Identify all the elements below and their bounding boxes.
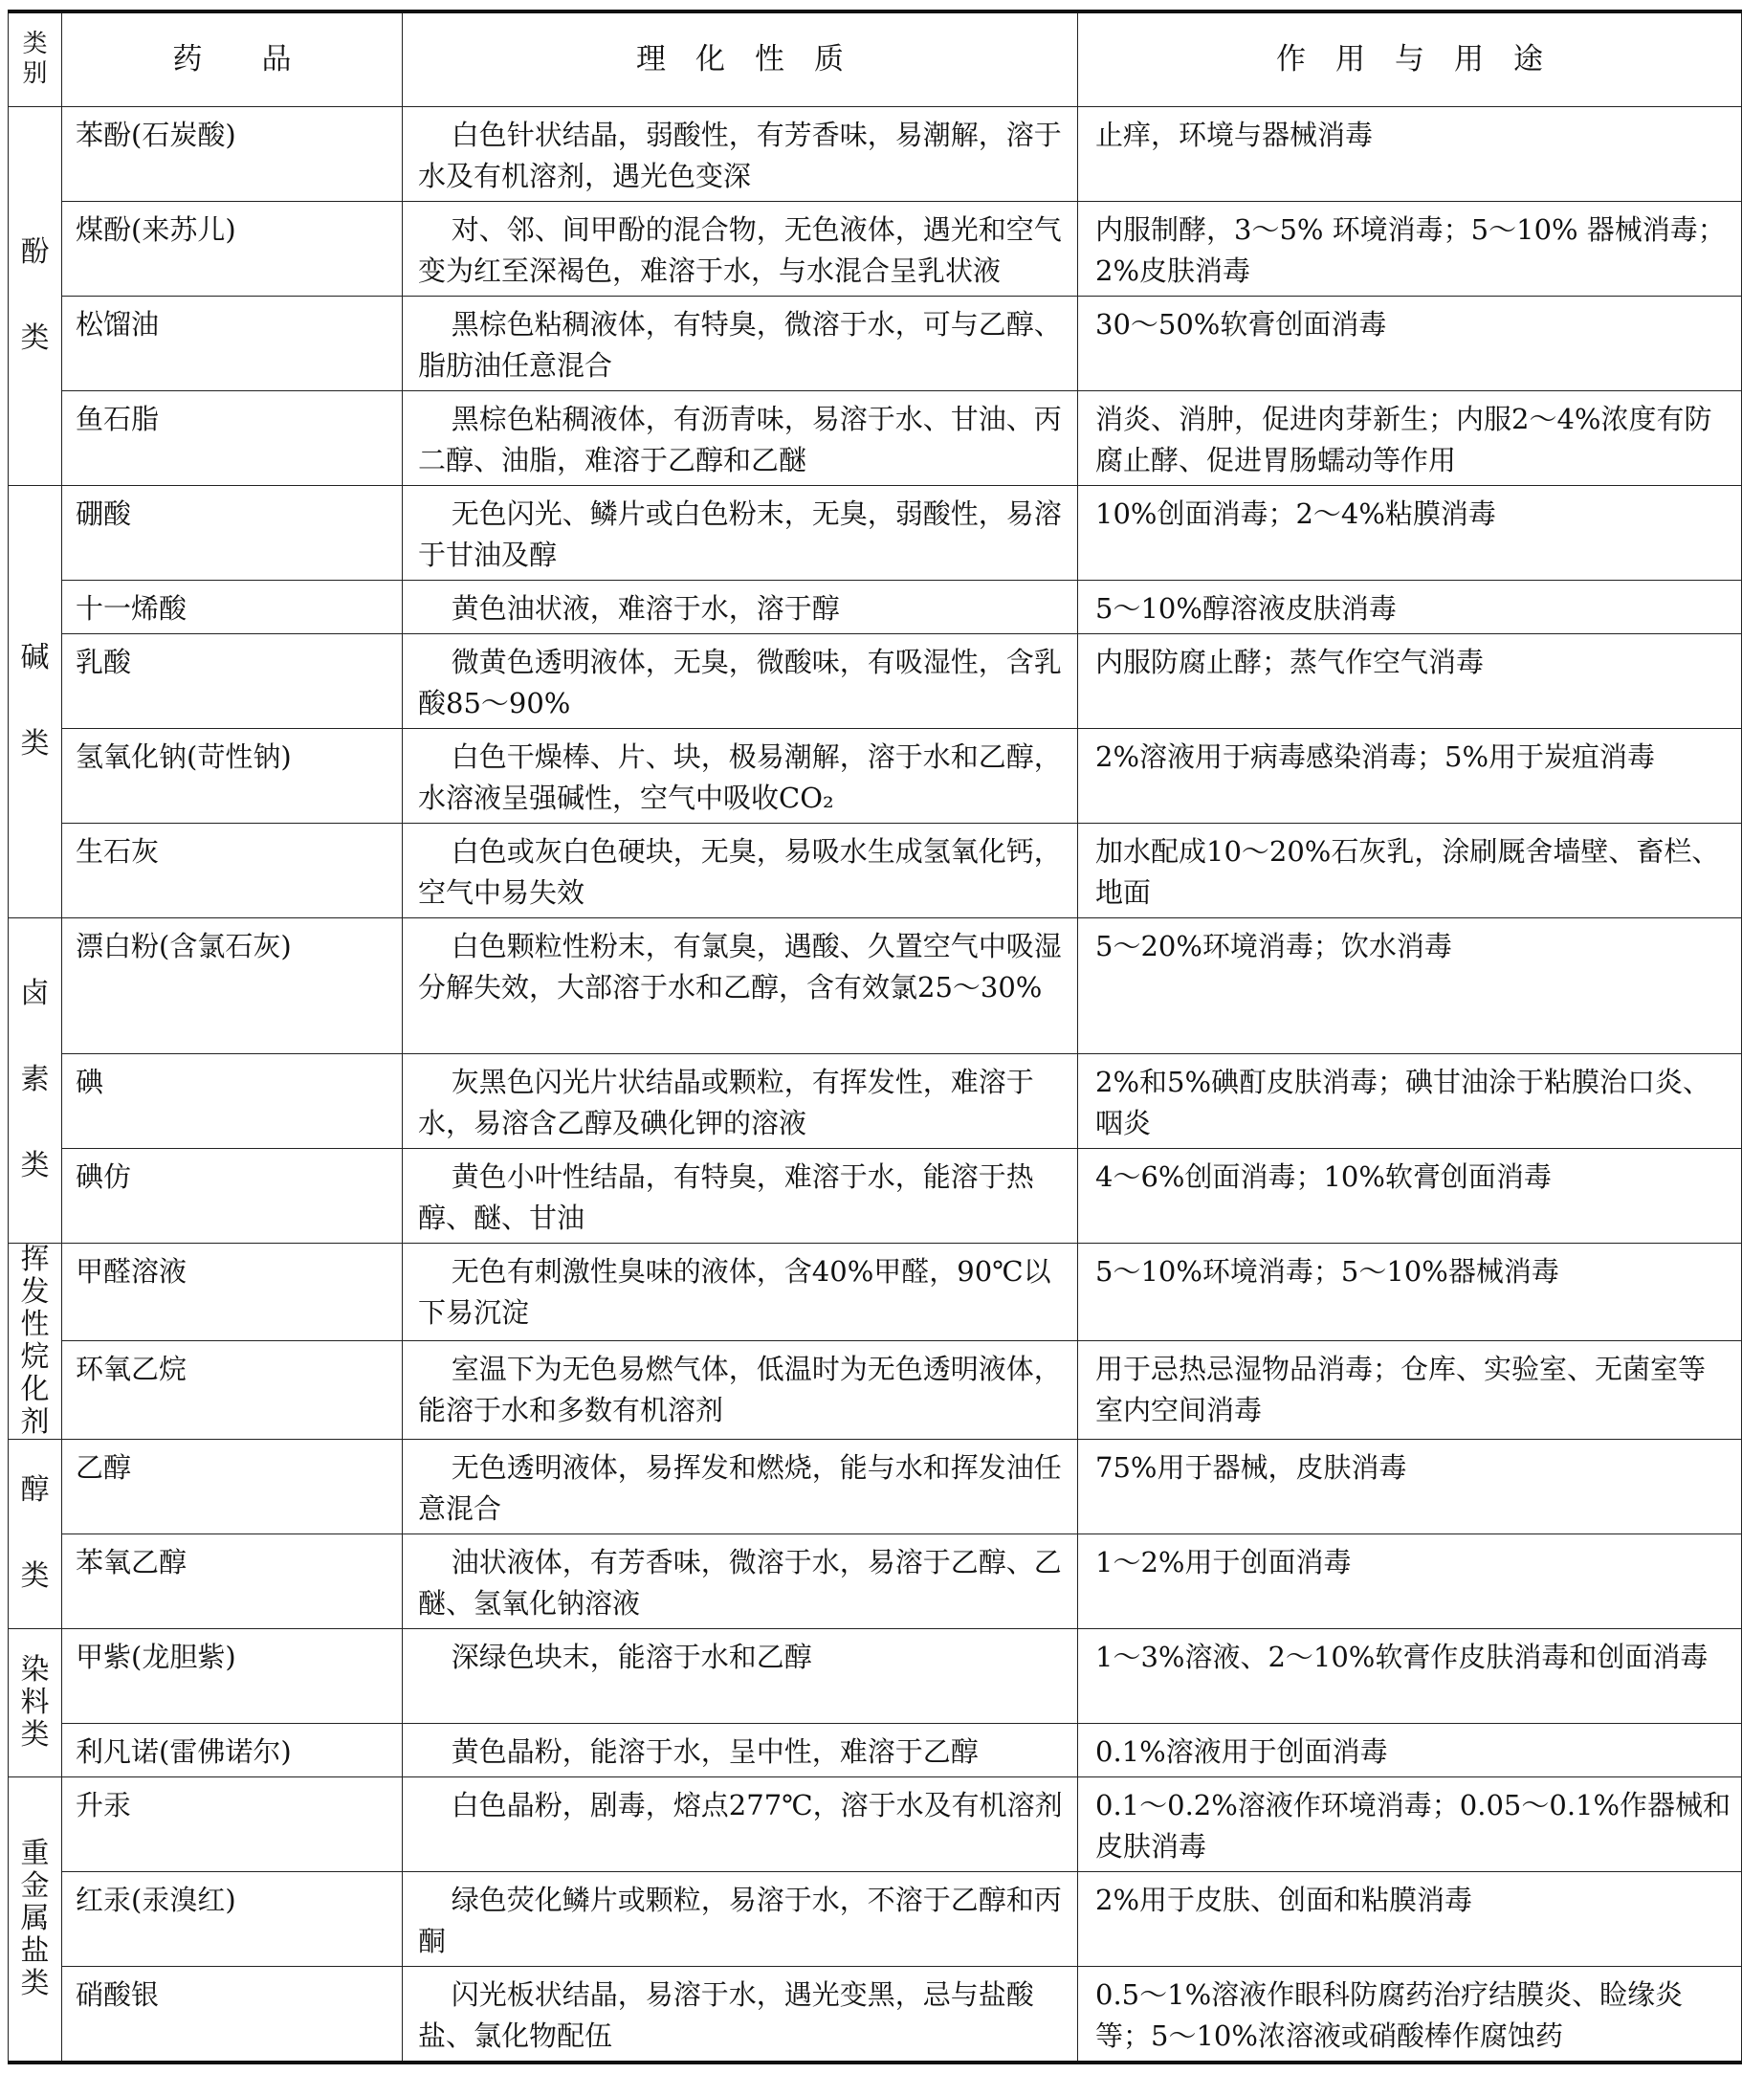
usage-cell: 5～10%环境消毒；5～10%器械消毒 xyxy=(1078,1243,1742,1341)
drug-cell: 乙醇 xyxy=(62,1439,403,1533)
usage-cell: 0.5～1%溶液作眼科防腐药治疗结膜炎、睑缘炎等；5～10%浓溶液或硝酸棒作腐蚀药 xyxy=(1078,1966,1742,2063)
table-row xyxy=(9,1243,1742,1341)
category-label: 酚类 xyxy=(20,235,50,355)
drug-cell: 煤酚(来苏儿) xyxy=(62,201,403,296)
table-row xyxy=(9,1871,1742,1966)
properties-cell: 无色透明液体，易挥发和燃烧，能与水和挥发油任意混合 xyxy=(403,1439,1078,1533)
drug-cell: 甲紫(龙胆紫) xyxy=(62,1628,403,1723)
table-row xyxy=(9,1341,1742,1440)
category-label: 染料类 xyxy=(20,1652,50,1752)
properties-cell: 灰黑色闪光片状结晶或颗粒，有挥发性，难溶于水，易溶含乙醇及碘化钾的溶液 xyxy=(403,1053,1078,1148)
table-row xyxy=(9,823,1742,917)
usage-cell: 消炎、消肿，促进肉芽新生；内服2～4%浓度有防腐止酵、促进胃肠蠕动等作用 xyxy=(1078,390,1742,485)
table-row xyxy=(9,917,1742,1053)
usage-cell: 30～50%软膏创面消毒 xyxy=(1078,296,1742,390)
properties-cell: 无色闪光、鳞片或白色粉末，无臭，弱酸性，易溶于甘油及醇 xyxy=(403,485,1078,580)
usage-cell: 内服防腐止酵；蒸气作空气消毒 xyxy=(1078,633,1742,728)
properties-cell: 深绿色块末，能溶于水和乙醇 xyxy=(403,1628,1078,1723)
category-label: 挥发性烷化剂 xyxy=(20,1242,50,1439)
drug-cell: 升汞 xyxy=(62,1776,403,1871)
category-cell xyxy=(9,1628,62,1776)
drug-cell: 苯氧乙醇 xyxy=(62,1533,403,1628)
table-row xyxy=(9,106,1742,201)
drug-cell: 氢氧化钠(苛性钠) xyxy=(62,728,403,823)
drug-cell: 硝酸银 xyxy=(62,1966,403,2063)
properties-cell: 白色针状结晶，弱酸性，有芳香味，易潮解，溶于水及有机溶剂，遇光色变深 xyxy=(403,106,1078,201)
category-label: 醇类 xyxy=(20,1473,50,1593)
usage-cell: 5～20%环境消毒；饮水消毒 xyxy=(1078,917,1742,1053)
usage-cell: 止痒，环境与器械消毒 xyxy=(1078,106,1742,201)
table-row xyxy=(9,633,1742,728)
properties-cell: 黄色晶粉，能溶于水，呈中性，难溶于乙醇 xyxy=(403,1723,1078,1776)
properties-cell: 绿色荧化鳞片或颗粒，易溶于水，不溶于乙醇和丙酮 xyxy=(403,1871,1078,1966)
header-usage: 作 用 与 用 途 xyxy=(1078,11,1742,106)
disinfectant-table xyxy=(8,10,1742,2064)
properties-cell: 黄色小叶性结晶，有特臭，难溶于水，能溶于热醇、醚、甘油 xyxy=(403,1148,1078,1243)
drug-cell: 红汞(汞溴红) xyxy=(62,1871,403,1966)
table-row xyxy=(9,1628,1742,1723)
properties-cell: 黑棕色粘稠液体，有沥青味，易溶于水、甘油、丙二醇、油脂，难溶于乙醇和乙醚 xyxy=(403,390,1078,485)
table-row xyxy=(9,1148,1742,1243)
table-row xyxy=(9,1533,1742,1628)
properties-cell: 室温下为无色易燃气体，低温时为无色透明液体，能溶于水和多数有机溶剂 xyxy=(403,1341,1078,1440)
table-row xyxy=(9,1439,1742,1533)
usage-cell: 1～2%用于创面消毒 xyxy=(1078,1533,1742,1628)
category-label: 重金属盐类 xyxy=(20,1836,50,2000)
properties-cell: 白色或灰白色硬块，无臭，易吸水生成氢氧化钙，空气中易失效 xyxy=(403,823,1078,917)
properties-cell: 对、邻、间甲酚的混合物，无色液体，遇光和空气变为红至深褐色，难溶于水，与水混合呈乳状液 xyxy=(403,201,1078,296)
category-label: 碱类 xyxy=(20,641,50,761)
table-row xyxy=(9,1966,1742,2063)
category-cell xyxy=(9,1243,62,1439)
properties-cell: 微黄色透明液体，无臭，微酸味，有吸湿性，含乳酸85～90% xyxy=(403,633,1078,728)
properties-cell: 油状液体，有芳香味，微溶于水，易溶于乙醇、乙醚、氢氧化钠溶液 xyxy=(403,1533,1078,1628)
drug-cell: 利凡诺(雷佛诺尔) xyxy=(62,1723,403,1776)
table-row xyxy=(9,201,1742,296)
properties-cell: 黄色油状液，难溶于水，溶于醇 xyxy=(403,580,1078,633)
usage-cell: 5～10%醇溶液皮肤消毒 xyxy=(1078,580,1742,633)
drug-cell: 生石灰 xyxy=(62,823,403,917)
drug-cell: 乳酸 xyxy=(62,633,403,728)
header-drug: 药 品 xyxy=(62,11,403,106)
drug-cell: 十一烯酸 xyxy=(62,580,403,633)
properties-cell: 闪光板状结晶，易溶于水，遇光变黑，忌与盐酸盐、氯化物配伍 xyxy=(403,1966,1078,2063)
category-cell xyxy=(9,106,62,485)
usage-cell: 75%用于器械，皮肤消毒 xyxy=(1078,1439,1742,1533)
category-cell xyxy=(9,1776,62,2063)
usage-cell: 2%溶液用于病毒感染消毒；5%用于炭疽消毒 xyxy=(1078,728,1742,823)
drug-cell: 硼酸 xyxy=(62,485,403,580)
table-row xyxy=(9,1776,1742,1871)
drug-cell: 碘 xyxy=(62,1053,403,1148)
drug-cell: 漂白粉(含氯石灰) xyxy=(62,917,403,1053)
drug-cell: 甲醛溶液 xyxy=(62,1243,403,1341)
table-row xyxy=(9,485,1742,580)
properties-cell: 无色有刺激性臭味的液体，含40%甲醛，90℃以下易沉淀 xyxy=(403,1243,1078,1341)
drug-cell: 碘仿 xyxy=(62,1148,403,1243)
drug-cell: 松馏油 xyxy=(62,296,403,390)
table-row xyxy=(9,580,1742,633)
usage-cell: 2%和5%碘酊皮肤消毒；碘甘油涂于粘膜治口炎、咽炎 xyxy=(1078,1053,1742,1148)
usage-cell: 4～6%创面消毒；10%软膏创面消毒 xyxy=(1078,1148,1742,1243)
table-row xyxy=(9,296,1742,390)
properties-cell: 白色晶粉，剧毒，熔点277℃，溶于水及有机溶剂 xyxy=(403,1776,1078,1871)
header-category: 类别 xyxy=(9,11,62,106)
table-row xyxy=(9,1053,1742,1148)
table-row xyxy=(9,390,1742,485)
category-label: 卤素类 xyxy=(20,977,50,1182)
usage-cell: 用于忌热忌湿物品消毒；仓库、实验室、无菌室等室内空间消毒 xyxy=(1078,1341,1742,1440)
usage-cell: 2%用于皮肤、创面和粘膜消毒 xyxy=(1078,1871,1742,1966)
table-row xyxy=(9,1723,1742,1776)
drug-cell: 鱼石脂 xyxy=(62,390,403,485)
header-properties: 理 化 性 质 xyxy=(403,11,1078,106)
properties-cell: 黑棕色粘稠液体，有特臭，微溶于水，可与乙醇、脂肪油任意混合 xyxy=(403,296,1078,390)
usage-cell: 1～3%溶液、2～10%软膏作皮肤消毒和创面消毒 xyxy=(1078,1628,1742,1723)
drug-cell: 环氧乙烷 xyxy=(62,1341,403,1440)
category-cell xyxy=(9,485,62,917)
drug-cell: 苯酚(石炭酸) xyxy=(62,106,403,201)
usage-cell: 内服制酵，3～5% 环境消毒；5～10% 器械消毒；2%皮肤消毒 xyxy=(1078,201,1742,296)
usage-cell: 加水配成10～20%石灰乳，涂刷厩舍墙壁、畜栏、地面 xyxy=(1078,823,1742,917)
category-cell xyxy=(9,917,62,1243)
properties-cell: 白色颗粒性粉末，有氯臭，遇酸、久置空气中吸湿分解失效，大部溶于水和乙醇，含有效氯25～30% xyxy=(403,917,1078,1053)
properties-cell: 白色干燥棒、片、块，极易潮解，溶于水和乙醇，水溶液呈强碱性，空气中吸收CO₂ xyxy=(403,728,1078,823)
disinfectant-table-page xyxy=(8,10,1741,2064)
table-row xyxy=(9,728,1742,823)
category-cell xyxy=(9,1439,62,1628)
usage-cell: 0.1～0.2%溶液作环境消毒；0.05～0.1%作器械和皮肤消毒 xyxy=(1078,1776,1742,1871)
usage-cell: 10%创面消毒；2～4%粘膜消毒 xyxy=(1078,485,1742,580)
table-header-row xyxy=(9,11,1742,106)
usage-cell: 0.1%溶液用于创面消毒 xyxy=(1078,1723,1742,1776)
